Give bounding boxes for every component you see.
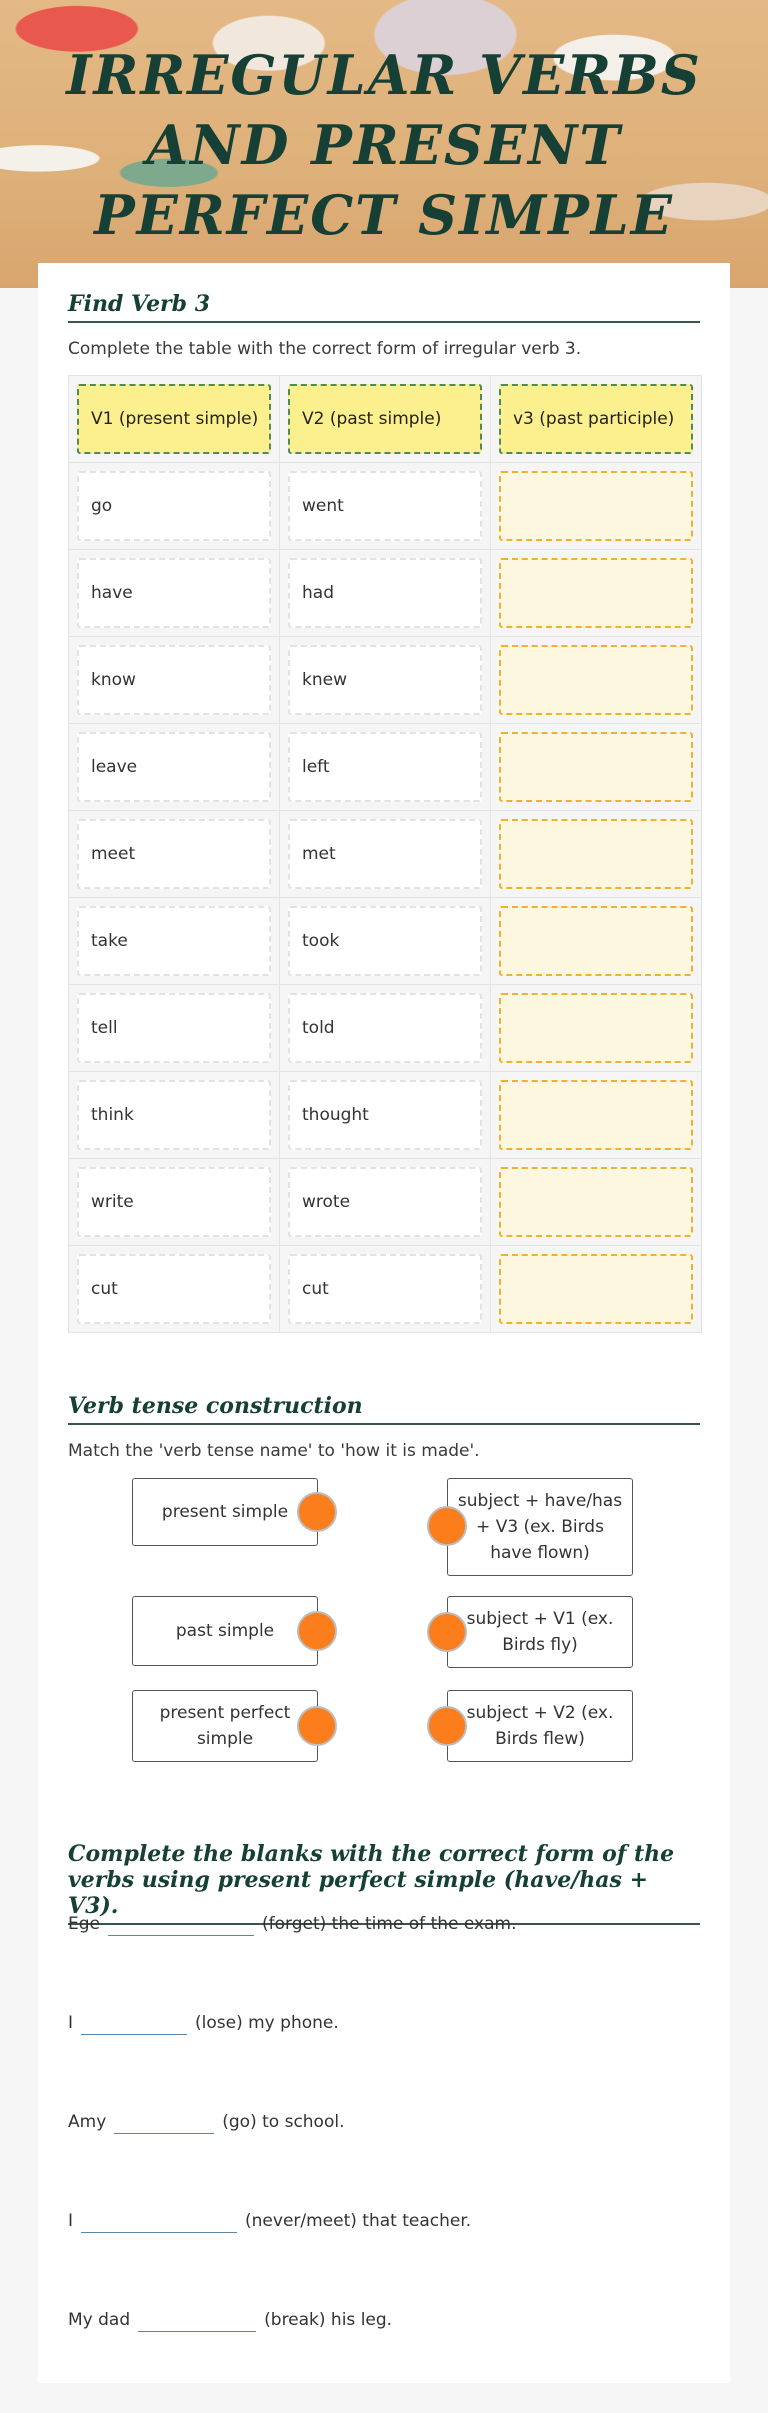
- v2-cell: took: [288, 906, 482, 976]
- v1-cell: take: [77, 906, 271, 976]
- blank-input-3[interactable]: [114, 2109, 214, 2134]
- match-handle-right-2[interactable]: [427, 1612, 467, 1652]
- sentence-2-before: I: [68, 2012, 74, 2033]
- match-right-present-simple[interactable]: subject + V1 (ex. Birds fly): [447, 1596, 633, 1668]
- sentence-4-before: I: [68, 2210, 74, 2231]
- header-v3: v3 (past participle): [499, 384, 693, 454]
- match-right-past-simple[interactable]: subject + V2 (ex. Birds flew): [447, 1690, 633, 1762]
- v3-answer-drop[interactable]: [499, 1080, 693, 1150]
- v3-answer-drop[interactable]: [499, 819, 693, 889]
- section-title-verb-tense: Verb tense construction: [68, 1393, 700, 1425]
- header-v1: V1 (present simple): [77, 384, 271, 454]
- sentence-2-after: (lose) my phone.: [195, 2012, 339, 2033]
- v2-cell: knew: [288, 645, 482, 715]
- blank-input-1[interactable]: [108, 1911, 254, 1936]
- v2-cell: cut: [288, 1254, 482, 1324]
- v3-answer-drop[interactable]: [499, 732, 693, 802]
- table-row: [69, 898, 701, 985]
- blank-input-4[interactable]: [81, 2208, 237, 2233]
- table-row: [69, 550, 701, 637]
- sentence-4: [68, 2208, 471, 2233]
- v2-cell: met: [288, 819, 482, 889]
- v3-answer-drop[interactable]: [499, 993, 693, 1063]
- match-left-present-simple[interactable]: present simple: [132, 1478, 318, 1546]
- worksheet-card: [38, 263, 730, 2383]
- sentence-4-after: (never/meet) that teacher.: [245, 2210, 472, 2231]
- v2-cell: had: [288, 558, 482, 628]
- sentence-3: [68, 2109, 345, 2134]
- sentence-5-before: My dad: [68, 2309, 131, 2330]
- section-title-complete-blanks: Complete the blanks with the correct form of the verbs using present perfect simple (have/has + V3).: [68, 1841, 700, 1925]
- v2-cell: thought: [288, 1080, 482, 1150]
- section1-instruction: Complete the table with the correct form of irregular verb 3.: [68, 339, 582, 359]
- sentence-3-after: (go) to school.: [222, 2111, 345, 2132]
- blank-input-2[interactable]: [81, 2010, 187, 2035]
- sentence-1-after: (forget) the time of the exam.: [262, 1913, 517, 1934]
- section2-instruction: Match the 'verb tense name' to 'how it is made'.: [68, 1441, 480, 1461]
- match-left-past-simple[interactable]: past simple: [132, 1596, 318, 1666]
- v1-cell: go: [77, 471, 271, 541]
- section-title-find-verb3: Find Verb 3: [68, 291, 700, 323]
- table-row: [69, 1159, 701, 1246]
- sentence-3-before: Amy: [68, 2111, 107, 2132]
- v2-cell: went: [288, 471, 482, 541]
- v1-cell: write: [77, 1167, 271, 1237]
- match-handle-left-2[interactable]: [297, 1611, 337, 1651]
- header-v2: V2 (past simple): [288, 384, 482, 454]
- table-row: [69, 1246, 701, 1332]
- v3-answer-drop[interactable]: [499, 645, 693, 715]
- v3-answer-drop[interactable]: [499, 906, 693, 976]
- v1-cell: tell: [77, 993, 271, 1063]
- v1-cell: think: [77, 1080, 271, 1150]
- v1-cell: cut: [77, 1254, 271, 1324]
- header-banner: [0, 0, 768, 288]
- v1-cell: leave: [77, 732, 271, 802]
- v2-cell: left: [288, 732, 482, 802]
- sentence-1: [68, 1911, 516, 1936]
- page-title: IRREGULAR VERBS AND PRESENT PERFECT SIMPLE: [66, 43, 702, 247]
- match-handle-right-3[interactable]: [427, 1706, 467, 1746]
- verb-table: [68, 375, 702, 1333]
- table-header-row: [69, 376, 701, 463]
- v2-cell: told: [288, 993, 482, 1063]
- match-handle-left-3[interactable]: [297, 1706, 337, 1746]
- v3-answer-drop[interactable]: [499, 471, 693, 541]
- v3-answer-drop[interactable]: [499, 558, 693, 628]
- table-row: [69, 637, 701, 724]
- table-row: [69, 463, 701, 550]
- table-row: [69, 724, 701, 811]
- v3-answer-drop[interactable]: [499, 1167, 693, 1237]
- sentence-1-before: Ege: [68, 1913, 100, 1934]
- v1-cell: know: [77, 645, 271, 715]
- sentence-5-after: (break) his leg.: [264, 2309, 393, 2330]
- v2-cell: wrote: [288, 1167, 482, 1237]
- v1-cell: have: [77, 558, 271, 628]
- v1-cell: meet: [77, 819, 271, 889]
- table-row: [69, 985, 701, 1072]
- match-handle-right-1[interactable]: [427, 1506, 467, 1546]
- blank-input-5[interactable]: [138, 2307, 256, 2332]
- match-left-present-perfect[interactable]: present perfect simple: [132, 1690, 318, 1762]
- match-handle-left-1[interactable]: [297, 1492, 337, 1532]
- v3-answer-drop[interactable]: [499, 1254, 693, 1324]
- sentence-5: [68, 2307, 392, 2332]
- table-row: [69, 1072, 701, 1159]
- table-row: [69, 811, 701, 898]
- match-right-present-perfect[interactable]: subject + have/has + V3 (ex. Birds have flown): [447, 1478, 633, 1576]
- sentence-2: [68, 2010, 339, 2035]
